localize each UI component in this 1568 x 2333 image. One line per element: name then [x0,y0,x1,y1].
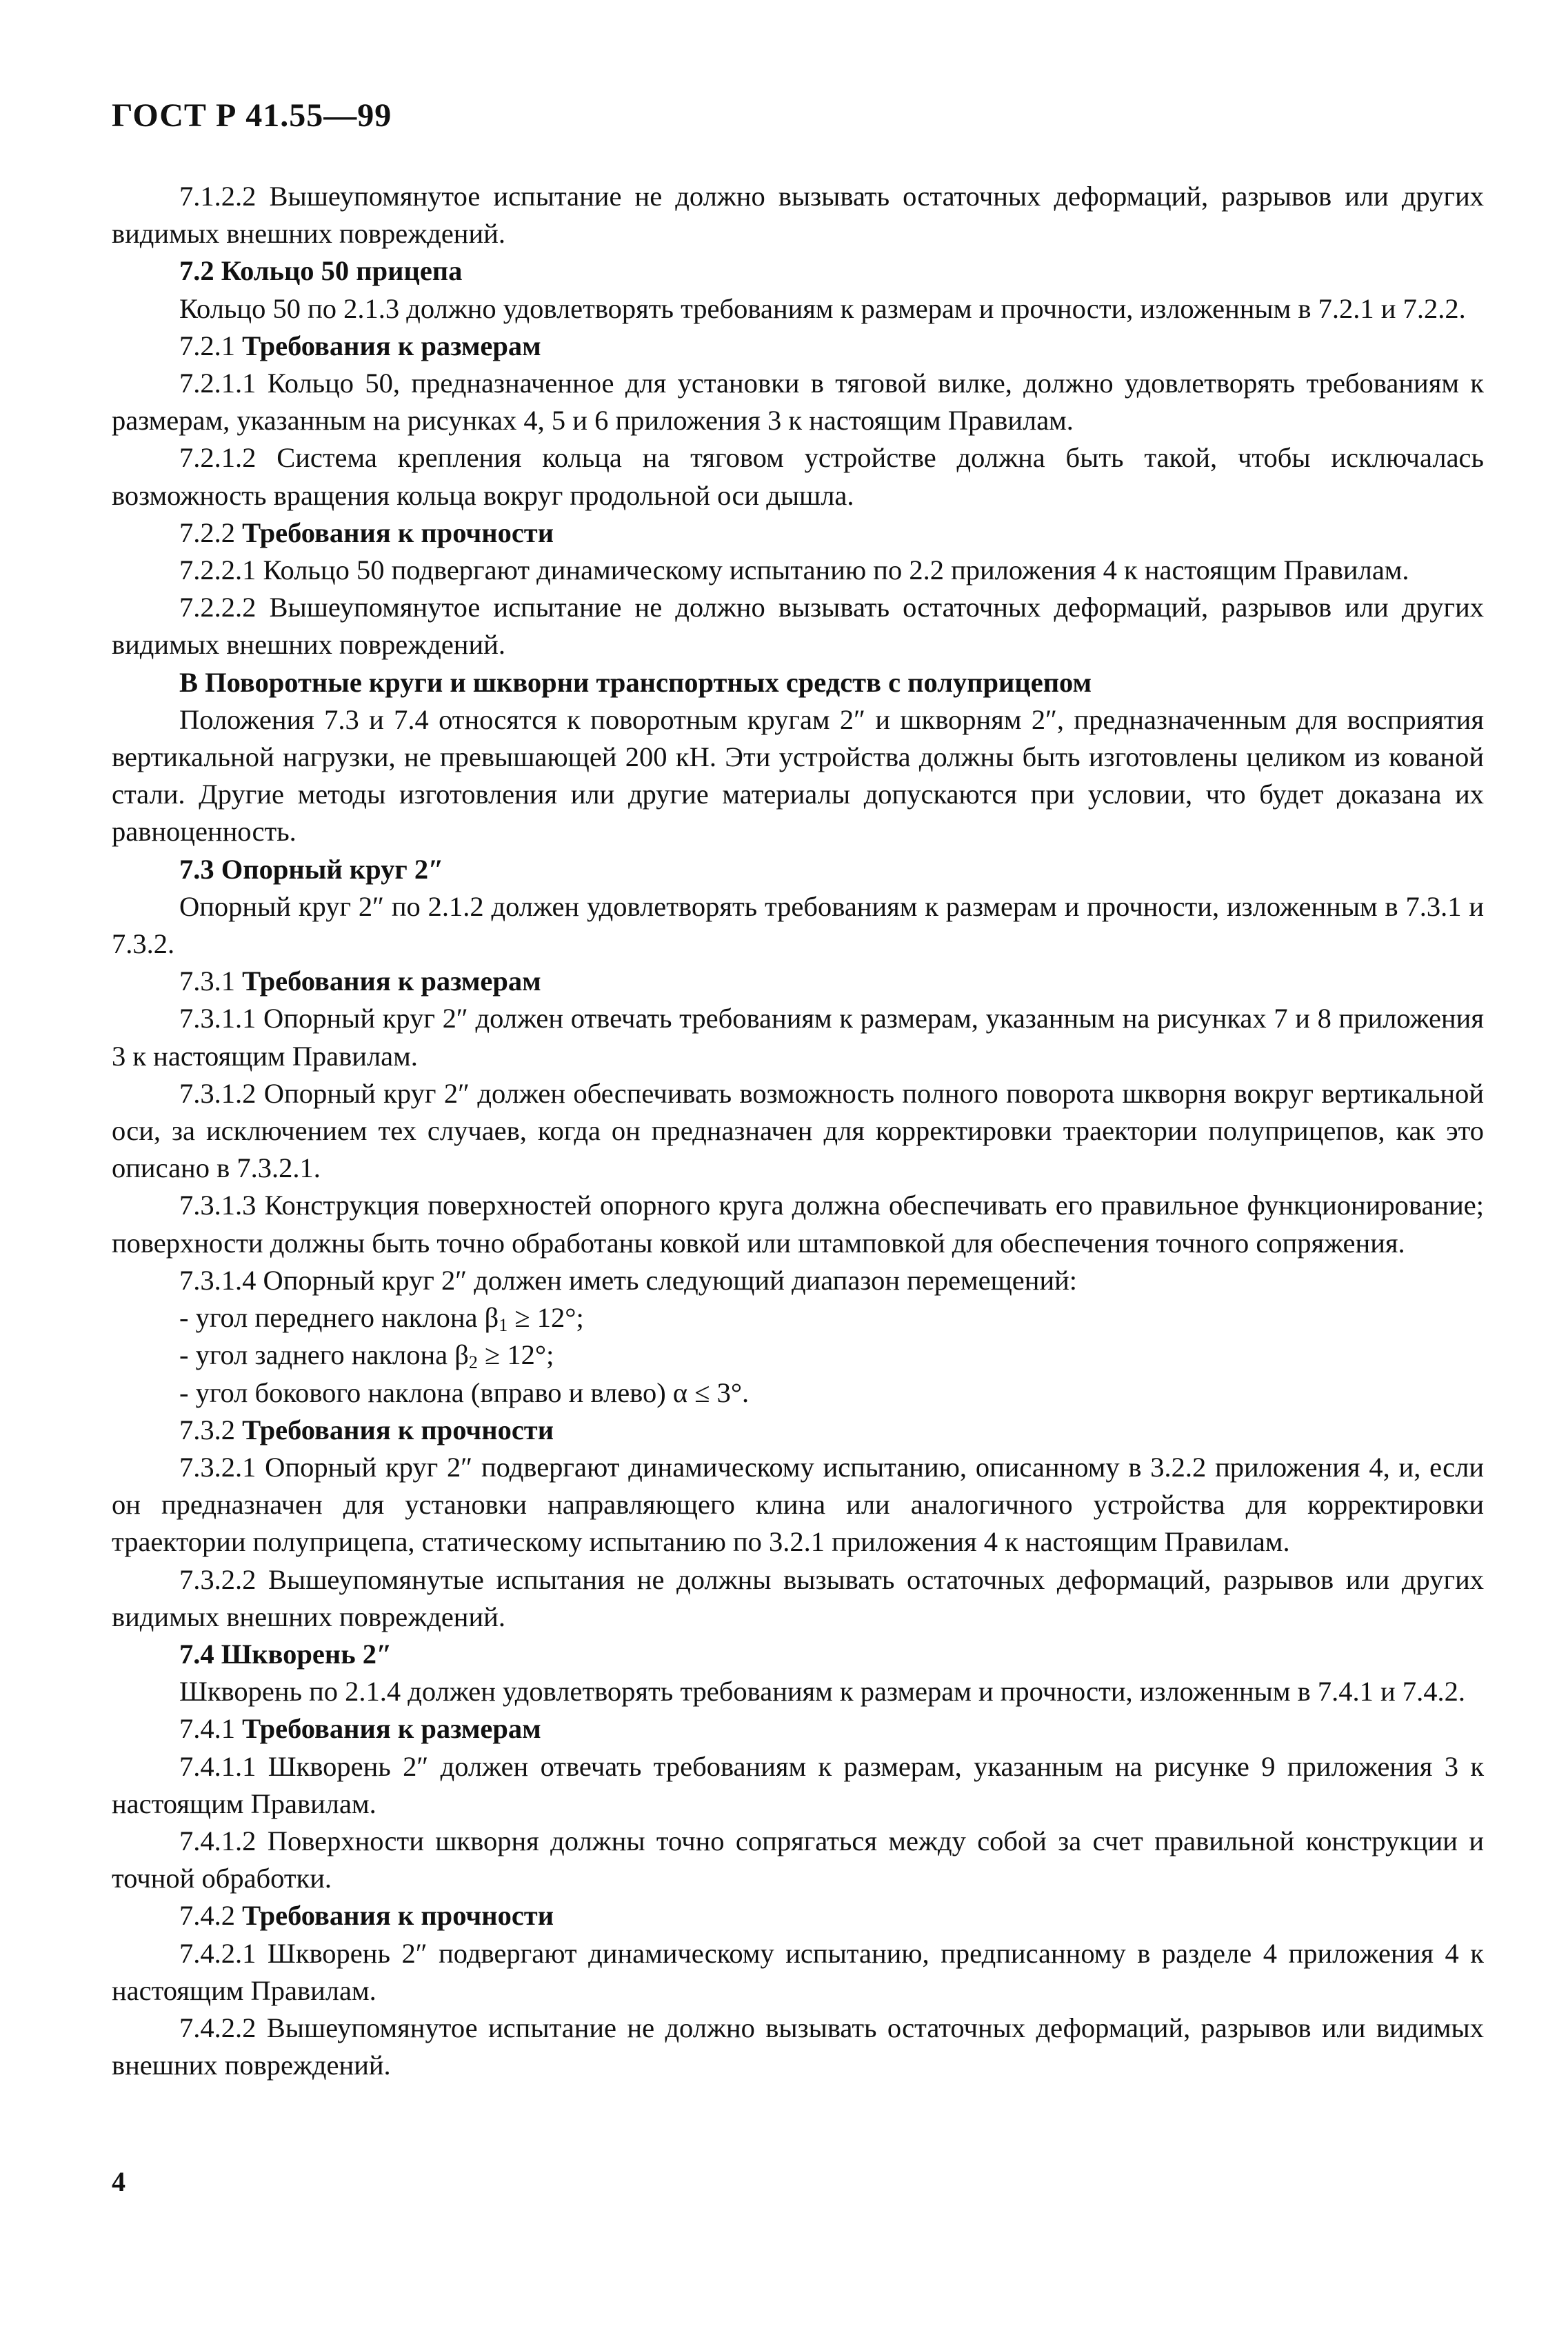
subsection-title: Требования к прочности [242,517,554,548]
subsection-title: Требования к прочности [242,1900,554,1932]
subsection-number: 7.4.1 [179,1713,243,1745]
subsection-title: Требования к размерам [242,1713,541,1745]
body-paragraph: Кольцо 50 по 2.1.3 должно удовлетворять требованиям к размерам и прочности, изложенным в 7.2.1 и 7.2.2. [179,292,1466,324]
subscript-index: 1 [499,1315,508,1336]
section-heading: В Поворотные круги и шкворни транспортных средств с полуприцепом [179,666,1092,698]
subsection-number: 7.3.1 [179,965,243,997]
body-paragraph: 7.2.2.2 Вышеупомянутое испытание не должно вызывать остаточных деформаций, разрывов или других видимых внешних повреждений. [112,592,1484,661]
subsection-number: 7.4.2 [179,1900,243,1932]
subsection-heading [112,1897,1484,1934]
body-paragraph: 7.2.1.2 Система крепления кольца на тяговом устройстве должна быть такой, чтобы исключалась возможность вращения кольца вокруг продольной оси дышла. [112,442,1484,511]
list-item [112,1336,1484,1374]
body-paragraph: 7.3.1.1 Опорный круг 2″ должен отвечать требованиям к размерам, указанным на рисунках 7 и 8 приложения 3 к настоящим Правилам. [112,1003,1484,1072]
document-code-header: ГОСТ Р 41.55—99 [112,97,392,134]
section-heading: 7.3 Опорный круг 2″ [179,853,444,885]
list-item-text: - угол бокового наклона (вправо и влево) α ≤ 3°. [179,1376,750,1408]
body-paragraph: 7.3.1.3 Конструкция поверхностей опорного круга должна обеспечивать его правильное функционирование; поверхности должны быть точно обработаны ковкой или штамповкой для обеспечения точного сопряжения. [112,1190,1484,1259]
body-paragraph: 7.3.1.4 Опорный круг 2″ должен иметь следующий диапазон перемещений: [179,1264,1078,1296]
subsection-number: 7.2.2 [179,517,243,548]
body-paragraph: Положения 7.3 и 7.4 относятся к поворотным кругам 2″ и шкворням 2″, предназначенным для восприятия вертикальной нагрузки, не превышающей 200 кН. Эти устройства должны быть изготовлены целиком из кованой стали. Другие методы изготовления или другие материалы допускаются при условии, что будет доказана их равноценность. [112,703,1484,848]
body-paragraph: Шкворень по 2.1.4 должен удовлетворять требованиям к размерам и прочности, изложенным в 7.4.1 и 7.4.2. [179,1676,1465,1708]
body-paragraph: Опорный круг 2″ по 2.1.2 должен удовлетворять требованиям к размерам и прочности, изложенным в 7.3.1 и 7.3.2. [112,890,1484,960]
body-paragraph: 7.4.1.1 Шкворень 2″ должен отвечать требованиям к размерам, указанным на рисунке 9 приложения 3 к настоящим Правилам. [112,1750,1484,1819]
body-paragraph: 7.3.2.1 Опорный круг 2″ подвергают динамическому испытанию, описанному в 3.2.2 приложения 4, и, если он предназначен для установки направляющего клина или аналогичного устройства для корректировки траектории полуприцепа, статическому испытанию по 3.2.1 приложения 4 к настоящим Правилам. [112,1451,1484,1558]
section-heading: 7.2 Кольцо 50 прицепа [179,255,463,287]
list-item-text-end: ≥ 12°; [507,1302,584,1334]
body-paragraph: 7.1.2.2 Вышеупомянутое испытание не должно вызывать остаточных деформаций, разрывов или других видимых внешних повреждений. [112,181,1484,250]
section-heading: 7.4 Шкворень 2″ [179,1638,392,1670]
document-body [112,178,1484,2084]
subscript-index: 2 [468,1352,478,1373]
body-paragraph: 7.4.2.1 Шкворень 2″ подвергают динамическому испытанию, предписанному в разделе 4 приложения 4 к настоящим Правилам. [112,1937,1484,2006]
list-item-text-end: ≥ 12°; [477,1339,554,1371]
list-item [112,1374,1484,1412]
subsection-title: Требования к прочности [242,1414,554,1445]
list-item-text: - угол переднего наклона β [179,1302,499,1334]
body-paragraph: 7.4.1.2 Поверхности шкворня должны точно сопрягаться между собой за счет правильной конструкции и точной обработки. [112,1825,1484,1894]
subsection-title: Требования к размерам [242,330,541,361]
page-number: 4 [112,2166,125,2197]
subsection-heading [112,514,1484,552]
subsection-heading [112,1412,1484,1449]
body-paragraph: 7.3.1.2 Опорный круг 2″ должен обеспечивать возможность полного поворота шкворня вокруг вертикальной оси, за исключением тех случаев, когда он предназначен для корректировки траектории полуприцепов, как это описано в 7.3.2.1. [112,1077,1484,1184]
subsection-number: 7.3.2 [179,1414,243,1445]
body-paragraph: 7.2.2.1 Кольцо 50 подвергают динамическому испытанию по 2.2 приложения 4 к настоящим Правилам. [179,554,1409,586]
list-item [112,1299,1484,1336]
subsection-heading [112,963,1484,1000]
subsection-heading [112,328,1484,365]
body-paragraph: 7.2.1.1 Кольцо 50, предназначенное для установки в тяговой вилке, должно удовлетворять требованиям к размерам, указанным на рисунках 4, 5 и 6 приложения 3 к настоящим Правилам. [112,368,1484,437]
body-paragraph: 7.3.2.2 Вышеупомянутые испытания не должны вызывать остаточных деформаций, разрывов или других видимых внешних повреждений. [112,1563,1484,1632]
body-paragraph: 7.4.2.2 Вышеупомянутое испытание не должно вызывать остаточных деформаций, разрывов или видимых внешних повреждений. [112,2012,1484,2081]
list-item-text: - угол заднего наклона β [179,1339,469,1371]
subsection-title: Требования к размерам [242,965,541,997]
subsection-heading [112,1710,1484,1748]
subsection-number: 7.2.1 [179,330,243,361]
